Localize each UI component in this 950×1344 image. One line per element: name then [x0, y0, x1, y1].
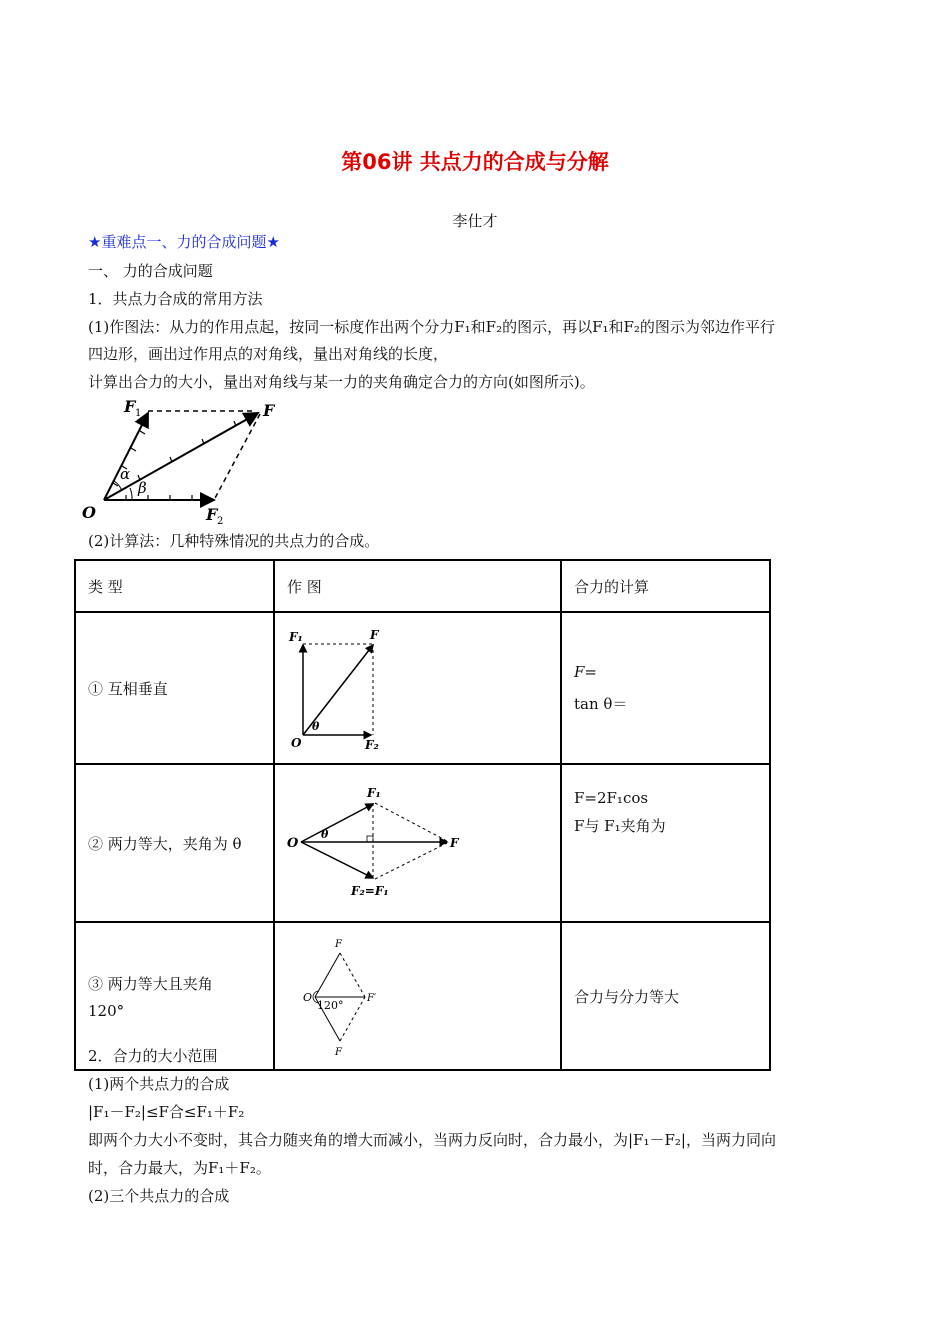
r3-fprime: F′ — [367, 993, 377, 1004]
r1-theta: θ — [312, 720, 320, 733]
dashed-right — [214, 414, 260, 500]
r1-o: O — [291, 736, 302, 750]
r3-o: O — [303, 991, 313, 1004]
120-degree-figure — [287, 929, 387, 1059]
item-1: 1．共点力合成的常用方法 — [88, 290, 263, 308]
paragraph-5b: 时，合力最大，为F₁＋F₂。 — [88, 1159, 271, 1177]
row2-calc — [561, 764, 770, 922]
label-beta: β — [138, 479, 147, 497]
r1-f1: F₁ — [289, 630, 303, 644]
equal-forces-figure — [287, 781, 477, 901]
label-f: F — [263, 401, 275, 420]
header-calc: 合力的计算 — [561, 560, 770, 612]
r2-calc-1: F=2F₁cos — [574, 789, 649, 807]
parallelogram-figure — [80, 396, 300, 526]
label-f1-sub: 1 — [135, 408, 142, 419]
paragraph-3: (1)两个共点力的合成 — [88, 1075, 230, 1093]
r3-angle: 120° — [317, 999, 344, 1012]
paragraph-1b: 四边形，画出过作用点的对角线，量出对角线的长度， — [88, 345, 449, 363]
r2-o: O — [287, 836, 299, 851]
label-f1: F — [124, 397, 136, 416]
row1-calc — [561, 612, 770, 764]
row3-calc: 合力与分力等大 — [561, 922, 770, 1070]
paragraph-1a: (1)作图法：从力的作用点起，按同一标度作出两个分力F₁和F₂的图示，再以F₁和F₂的图示为邻边作平行 — [88, 318, 775, 336]
row1-type: ① 互相垂直 — [75, 612, 274, 764]
r3-fbot: F — [335, 1047, 342, 1058]
r3-type-2: 120° — [88, 1001, 125, 1020]
r2-f: F — [450, 836, 459, 850]
row2-type: ② 两力等大，夹角为 θ — [75, 764, 274, 922]
r3-type-1: ③ 两力等大且夹角 — [88, 974, 213, 993]
page-title: 第06讲 共点力的合成与分解 — [341, 150, 609, 174]
r2-f1: F₁ — [367, 786, 381, 800]
row3-figure — [274, 922, 561, 1070]
header-figure: 作 图 — [274, 560, 561, 612]
r1-calc-1: F= — [574, 662, 597, 681]
label-f2-sub: 2 — [217, 516, 224, 526]
perpendicular-figure — [287, 621, 427, 751]
r2-calc-2: F与 F₁夹角为 — [574, 817, 666, 835]
section-heading: ★重难点一、力的合成问题★ — [88, 233, 280, 251]
paragraph-6: (2)三个共点力的合成 — [88, 1187, 230, 1205]
label-f2: F — [206, 505, 218, 524]
label-alpha: α — [120, 465, 131, 483]
label-o: O — [82, 503, 96, 522]
paragraph-4: |F₁－F₂|≤F合≤F₁＋F₂ — [88, 1103, 245, 1121]
r1-f2: F₂ — [365, 738, 379, 751]
heading-1: 一、 力的合成问题 — [88, 262, 213, 280]
r1-f: F — [370, 628, 379, 642]
item-2: 2．合力的大小范围 — [88, 1047, 218, 1065]
paragraph-5a: 即两个力大小不变时，其合力随夹角的增大而减小，当两力反向时，合力最小，为|F₁－F₂|，当两力同向 — [88, 1131, 776, 1149]
synthesis-table — [74, 559, 771, 1071]
table-header-row — [75, 560, 770, 612]
row1-figure — [274, 612, 561, 764]
paragraph-2: (2)计算法：几种特殊情况的共点力的合成。 — [88, 532, 380, 550]
r1-calc-2: tan θ＝ — [574, 694, 628, 713]
paragraph-1c: 计算出合力的大小，量出对角线与某一力的夹角确定合力的方向(如图所示)。 — [88, 373, 595, 391]
table-row — [75, 764, 770, 922]
r3-ftop: F — [335, 939, 342, 950]
r2-theta: θ — [321, 828, 329, 841]
author: 李仕才 — [452, 212, 498, 230]
header-type: 类 型 — [75, 560, 274, 612]
r2-f2: F₂=F₁ — [351, 884, 389, 898]
row2-figure — [274, 764, 561, 922]
table-row — [75, 612, 770, 764]
